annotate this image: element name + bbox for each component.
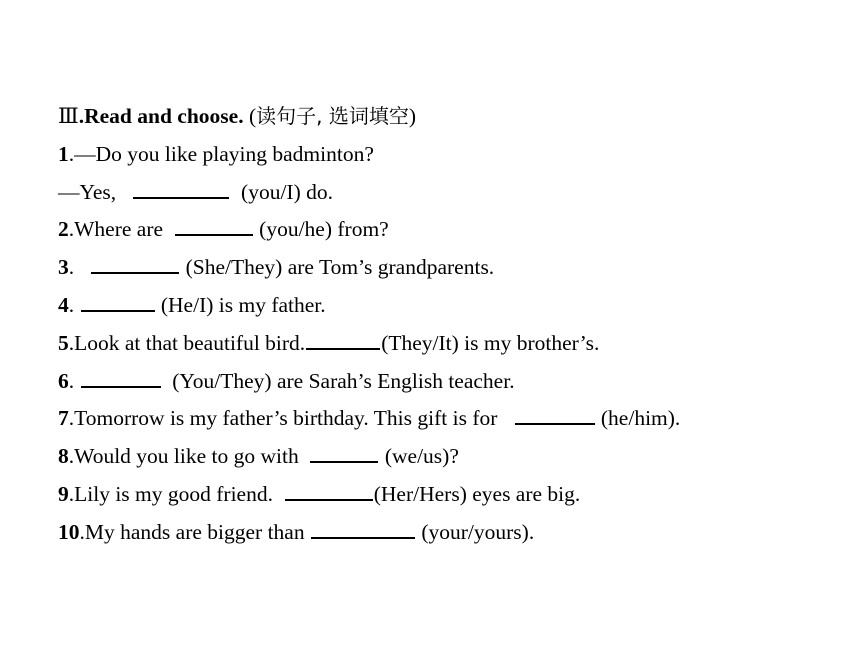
- question-8: [58, 438, 848, 476]
- question-number: 3: [58, 255, 69, 280]
- question-number: 8: [58, 444, 69, 469]
- answer-blank[interactable]: [306, 332, 380, 350]
- question-number: 4: [58, 292, 69, 317]
- question-1-answer-line: [58, 174, 848, 212]
- question-2: [58, 211, 848, 249]
- answer-blank[interactable]: [285, 483, 373, 501]
- question-number: 10: [58, 519, 80, 544]
- question-text: .Where are: [68, 217, 164, 242]
- answer-blank[interactable]: [91, 256, 179, 274]
- question-options: (you/I) do.: [241, 179, 333, 204]
- question-options: (we/us)?: [384, 444, 459, 469]
- question-5: [58, 325, 848, 363]
- question-options: (They/It) is my brother’s.: [381, 330, 600, 355]
- question-text: .My hands are bigger than: [79, 519, 305, 544]
- question-number: 1: [58, 141, 69, 166]
- question-1: [58, 136, 848, 174]
- question-text: .: [68, 368, 75, 393]
- question-number: 2: [58, 217, 69, 242]
- note-close-paren: ): [408, 104, 417, 128]
- exercise-heading: [58, 98, 848, 136]
- question-text: .: [68, 292, 75, 317]
- question-text: .Look at that beautiful bird.: [68, 330, 306, 355]
- question-number: 9: [58, 481, 69, 506]
- question-9: [58, 476, 848, 514]
- exercise-sheet: [58, 98, 848, 552]
- section-roman-numeral: Ⅲ: [58, 104, 79, 128]
- note-open-paren: (: [243, 104, 257, 128]
- question-options: (he/him).: [600, 406, 681, 431]
- answer-blank[interactable]: [133, 181, 229, 199]
- question-options: (He/I) is my father.: [160, 292, 326, 317]
- question-10: [58, 514, 848, 552]
- answer-blank[interactable]: [81, 370, 161, 388]
- question-number: 6: [58, 368, 69, 393]
- answer-blank[interactable]: [81, 294, 155, 312]
- question-number: 7: [58, 406, 69, 431]
- answer-blank[interactable]: [311, 521, 415, 539]
- question-options: (your/yours).: [421, 519, 535, 544]
- section-title: .Read and choose.: [78, 104, 244, 128]
- answer-blank[interactable]: [310, 445, 378, 463]
- question-text: .: [68, 255, 75, 280]
- question-text: .Lily is my good friend.: [68, 481, 273, 506]
- question-options: (you/he) from?: [259, 217, 389, 242]
- question-options: (You/They) are Sarah’s English teacher.: [172, 368, 515, 393]
- question-options: (She/They) are Tom’s grandparents.: [185, 255, 495, 280]
- question-3: [58, 249, 848, 287]
- answer-blank[interactable]: [515, 407, 595, 425]
- section-instruction-chinese: 读句子, 选词填空: [256, 104, 409, 128]
- question-number: 5: [58, 330, 69, 355]
- question-text: .Tomorrow is my father’s birthday. This gift is for: [68, 406, 498, 431]
- question-6: [58, 363, 848, 401]
- question-7: [58, 400, 848, 438]
- question-text: —Yes,: [58, 179, 117, 204]
- question-4: [58, 287, 848, 325]
- question-options: (Her/Hers) eyes are big.: [373, 481, 581, 506]
- question-text: .Would you like to go with: [68, 444, 299, 469]
- question-text: .—Do you like playing badminton?: [68, 141, 374, 166]
- answer-blank[interactable]: [175, 218, 253, 236]
